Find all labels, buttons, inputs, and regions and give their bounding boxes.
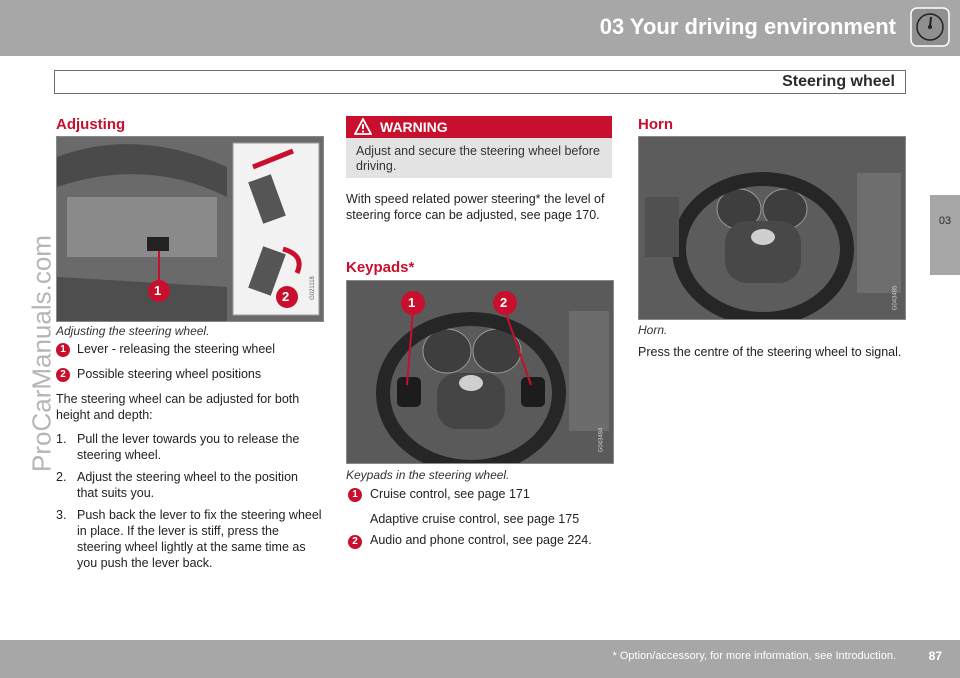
legend-badge-2: 2 (56, 368, 70, 382)
chapter-title: 03 Your driving environment (599, 14, 896, 39)
figure-marker-1: 1 (154, 283, 162, 298)
heading-adjusting: Adjusting (56, 116, 126, 133)
step-text: Adjust the steering wheel to the position that suits you. (77, 470, 298, 500)
footnote: * Option/accessory, for more information, see Introduction. (612, 650, 896, 662)
figure-adjusting (56, 136, 324, 322)
intro-text: The steering wheel can be adjusted for both height and depth: (56, 392, 300, 422)
figure-marker-2: 2 (282, 289, 290, 304)
section-bar (54, 70, 906, 94)
legend-badge-2: 2 (348, 535, 362, 549)
step-number: 3. (56, 508, 67, 522)
figure-keypads (346, 280, 614, 464)
step-number: 2. (56, 470, 67, 484)
page-number: 87 (928, 649, 942, 663)
warning-triangle-icon (354, 118, 372, 136)
step-item (56, 507, 322, 571)
figure-code: G043485 (892, 285, 899, 311)
horn-illustration (639, 137, 905, 319)
legend-text-1: Cruise control, see page 171 (370, 487, 530, 501)
keypad-marker-1: 1 (408, 295, 416, 310)
legend-badge-1: 1 (56, 343, 70, 357)
keypad-marker-2: 2 (500, 295, 508, 310)
step-text: Pull the lever towards you to release the steering wheel. (77, 432, 300, 462)
warning-text: Adjust and secure the steering wheel before driving. (356, 144, 600, 173)
figure-caption: Adjusting the steering wheel. (56, 324, 210, 338)
chapter-tab[interactable] (930, 195, 960, 275)
legend-text-2: Audio and phone control, see page 224. (370, 533, 592, 547)
figure-code: G043484 (598, 427, 605, 453)
horn-text: Press the centre of the steering wheel to signal. (638, 345, 902, 359)
legend-text-2: Possible steering wheel positions (77, 367, 262, 381)
watermark: ProCarManuals.com (26, 235, 57, 472)
chapter-tab-label: 03 (938, 215, 952, 227)
figure-horn (638, 136, 906, 320)
warning-label: WARNING (380, 119, 448, 135)
steps-list (56, 431, 322, 577)
figure-code: G021118 (309, 276, 316, 300)
keypads-illustration (347, 281, 613, 463)
figure-caption: Keypads in the steering wheel. (346, 468, 510, 482)
step-item (56, 469, 322, 501)
section-title: Steering wheel (782, 73, 895, 90)
legend-badge-1: 1 (348, 488, 362, 502)
heading-keypads: Keypads* (346, 259, 415, 276)
legend-text-adaptive: Adaptive cruise control, see page 175 (370, 512, 580, 526)
warning-body (346, 138, 612, 178)
heading-horn: Horn (638, 116, 673, 133)
step-item (56, 431, 322, 463)
step-number: 1. (56, 432, 67, 446)
speedometer-icon (910, 7, 950, 47)
legend-text-1: Lever - releasing the steering wheel (77, 342, 276, 356)
figure-caption: Horn. (638, 323, 668, 337)
step-text: Push back the lever to fix the steering wheel in place. If the lever is stiff, press the steering wheel lightly at the same time as you push the lever back. (77, 508, 322, 570)
power-steering-text: With speed related power steering* the level of steering force can be adjusted, see page 170. (346, 192, 605, 222)
warning-header (346, 116, 612, 138)
